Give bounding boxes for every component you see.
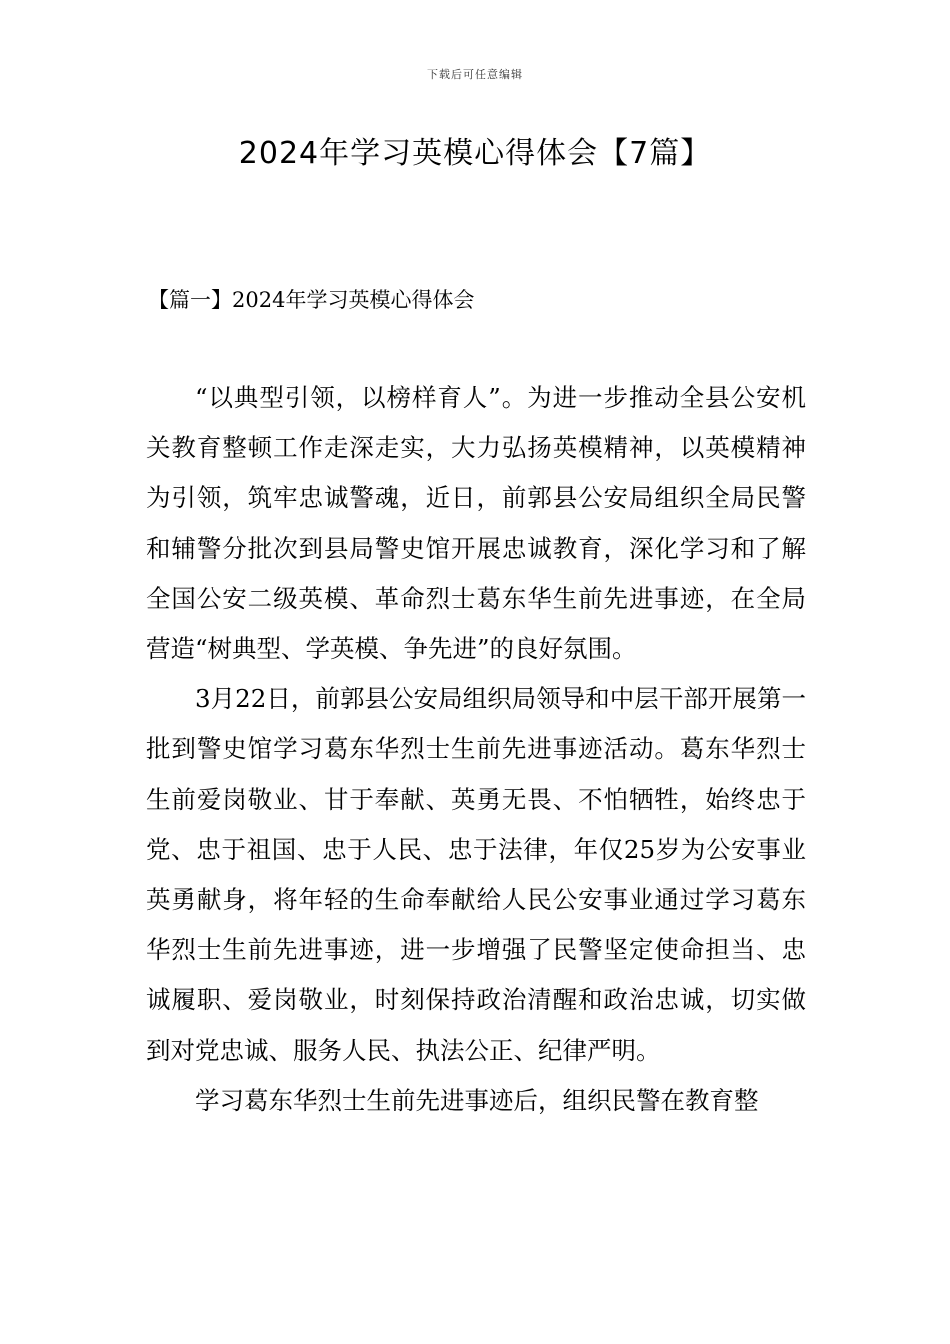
paragraph-2: 3月22日，前郭县公安局组织局领导和中层干部开展第一批到警史馆学习葛东华烈士生前先进事迹活动。葛东华烈士生前爱岗敬业、甘于奉献、英勇无畏、不怕牺牲，始终忠于党、忠于祖国、忠于人民、忠于法律，年仅25岁为公安事业英勇献身，将年轻的生命奉献给人民公安事业通过学习葛东华烈士生前先进事迹，进一步增强了民警坚定使命担当、忠诚履职、爱岗敬业，时刻保持政治清醒和政治忠诚，切实做到对党忠诚、服务人民、执法公正、纪律严明。 (146, 684, 806, 1065)
section-heading: 【篇一】2024年学习英模心得体会 (148, 288, 475, 312)
header-note: 下载后可任意编辑 (427, 68, 523, 81)
paragraph-1: “以典型引领，以榜样育人”。为进一步推动全县公安机关教育整顿工作走深走实，大力弘扬英模精神，以英模精神为引领，筑牢忠诚警魂，近日，前郭县公安局组织全局民警和辅警分批次到县局警史馆开展忠诚教育，深化学习和了解全国公安二级英模、革命烈士葛东华生前先进事迹，在全局营造“树典型、学英模、争先进”的良好氛围。 (146, 383, 806, 664)
document-title: 2024年学习英模心得体会【7篇】 (238, 136, 712, 171)
paragraph-3: 学习葛东华烈士生前先进事迹后，组织民警在教育整 (195, 1085, 759, 1115)
body-text (146, 373, 806, 1126)
